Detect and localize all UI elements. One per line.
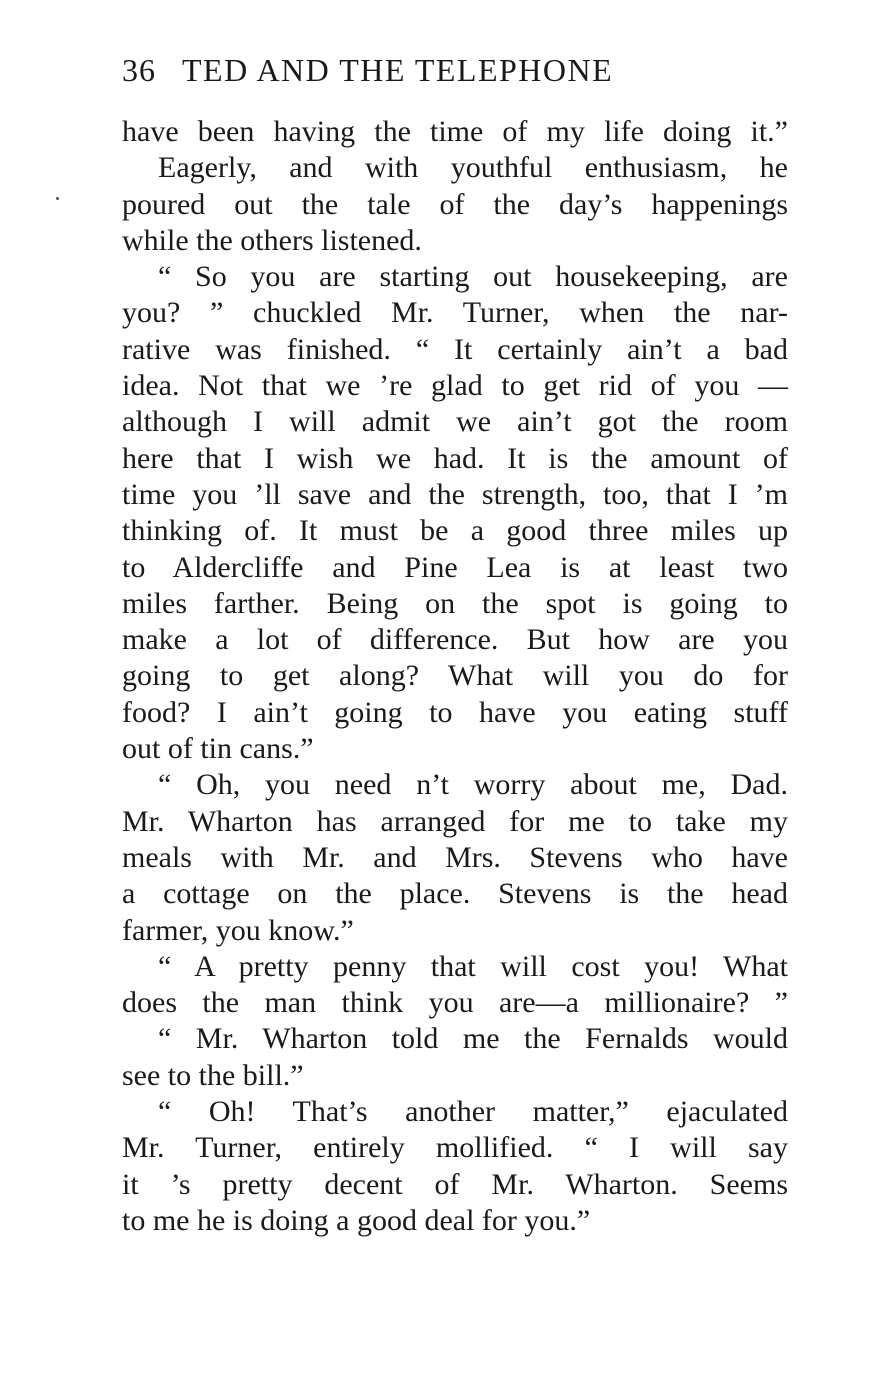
- text-line: to me he is doing a good deal for you.”: [122, 1203, 591, 1237]
- text-line: idea. Not that we ’re glad to get rid of you —: [122, 369, 788, 403]
- text-line: does the man think you are—a millionaire? ”: [122, 986, 788, 1020]
- text-line: “ Oh! That’s another matter,” ejaculated: [158, 1095, 788, 1129]
- text-line: see to the bill.”: [122, 1058, 304, 1092]
- text-line: it ’s pretty decent of Mr. Wharton. Seems: [122, 1167, 788, 1201]
- text-line: meals with Mr. and Mrs. Stevens who have: [122, 840, 788, 874]
- text-line: “ Oh, you need n’t worry about me, Dad.: [158, 768, 788, 802]
- text-line: “ Mr. Wharton told me the Fernalds would: [158, 1022, 788, 1056]
- text-line: out of tin cans.”: [122, 732, 314, 766]
- text-line: a cottage on the place. Stevens is the head: [122, 877, 788, 911]
- text-line: have been having the time of my life doing it.”: [122, 115, 788, 148]
- text-line: you? ” chuckled Mr. Turner, when the nar-: [122, 296, 788, 330]
- text-line: to Aldercliffe and Pine Lea is at least two: [122, 550, 788, 584]
- text-line: Mr. Turner, entirely mollified. “ I will say: [122, 1131, 788, 1165]
- text-line: “ A pretty penny that will cost you! What: [158, 949, 788, 983]
- text-line: here that I wish we had. It is the amount of: [122, 441, 788, 475]
- text-line: “ So you are starting out housekeeping, are: [158, 260, 788, 294]
- text-line: Eagerly, and with youthful enthusiasm, he: [158, 151, 788, 185]
- page-number: 36: [122, 52, 156, 88]
- text-line: although I will admit we ain’t got the room: [122, 405, 788, 439]
- text-line: while the others listened.: [122, 223, 422, 257]
- text-line: miles farther. Being on the spot is going to: [122, 586, 788, 620]
- text-line: Mr. Wharton has arranged for me to take my: [122, 804, 788, 838]
- body-text: [122, 114, 788, 1239]
- text-line: rative was finished. “ It certainly ain’t a bad: [122, 332, 788, 366]
- text-line: time you ’ll save and the strength, too, that I ’m: [122, 477, 788, 511]
- text-line: thinking of. It must be a good three miles up: [122, 514, 788, 548]
- text-line: going to get along? What will you do for: [122, 659, 788, 693]
- text-line: food? I ain’t going to have you eating stuff: [122, 695, 788, 729]
- text-line: poured out the tale of the day’s happenings: [122, 187, 788, 221]
- text-line: farmer, you know.”: [122, 913, 354, 947]
- margin-speck: [56, 197, 59, 200]
- running-title: TED AND THE TELEPHONE: [182, 52, 614, 88]
- running-head: [122, 52, 788, 96]
- text-line: make a lot of difference. But how are you: [122, 623, 788, 657]
